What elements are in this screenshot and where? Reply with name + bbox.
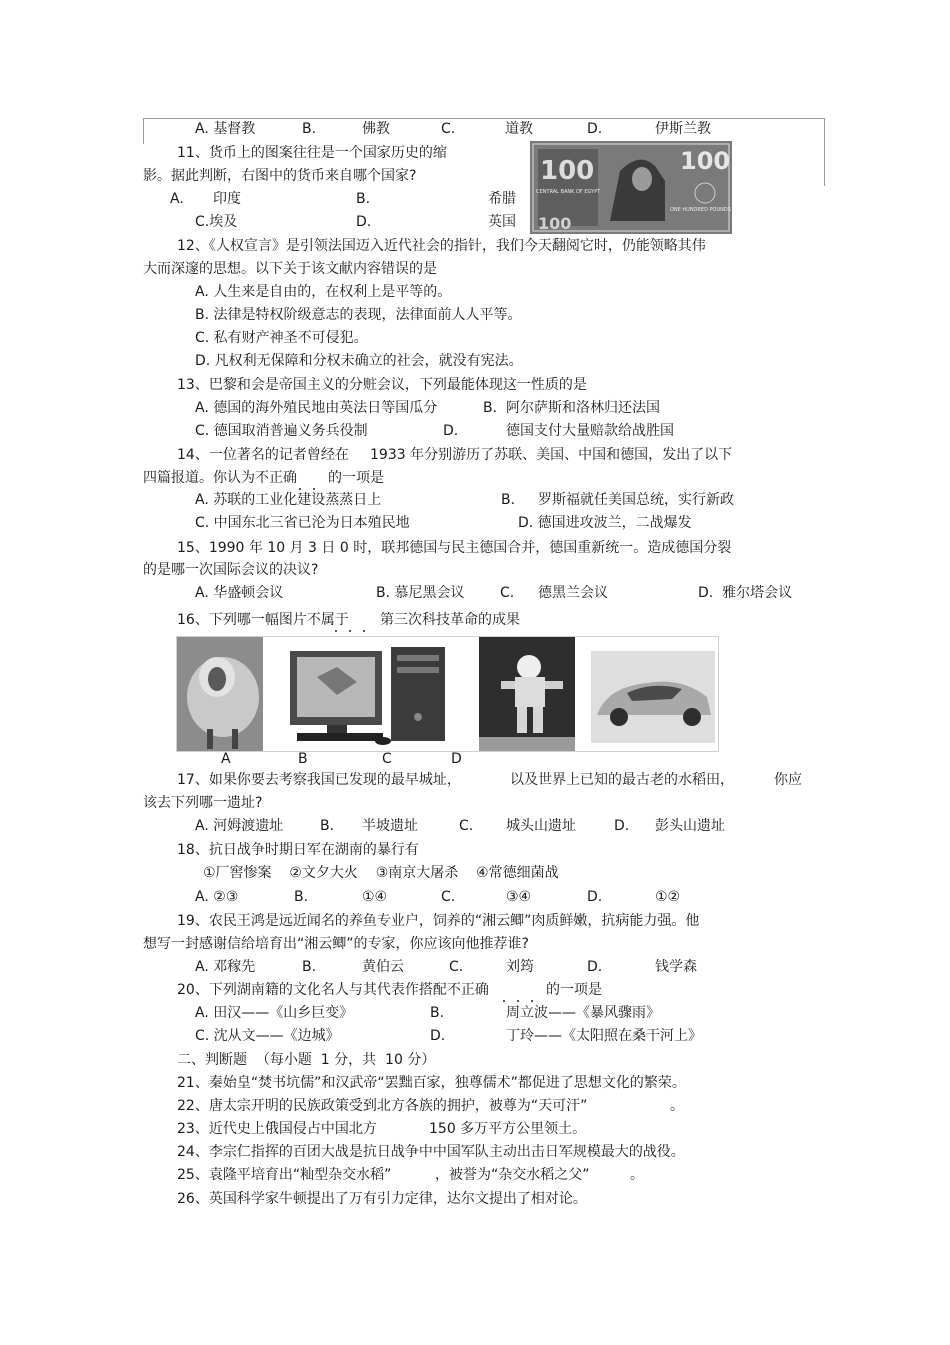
q11-stem-line1: 11、货币上的图案往往是一个国家历史的缩 [177,145,447,161]
q16-stem-b: 第三次科技革命的成果 [380,612,520,628]
banknote-image [530,141,732,234]
q23-statement-a: 23、近代史上俄国侵占中国北方 [177,1121,377,1137]
q12-stem-line2: 大而深邃的思想。以下关于该文献内容错误的是 [143,261,437,277]
q13-option-a: A. 德国的海外殖民地由英法日等国瓜分 [195,400,438,416]
q22-period: 。 [670,1098,684,1114]
q17-stem-line2: 该去下列哪一遗址? [143,795,263,811]
q19-option-d-text: 钱学森 [655,959,697,975]
q16-image-strip [176,636,719,752]
q14-option-a: A. 苏联的工业化建设蒸蒸日上 [195,492,382,508]
q17-option-b-text: 半坡遗址 [362,818,418,834]
q10-option-d: D. [587,121,603,137]
q12-option-a: A. 人生来是自由的，在权利上是平等的。 [195,284,452,300]
q16-label-b: B [298,751,308,767]
svg-text:100: 100 [538,214,572,233]
q17-option-d-text: 彭头山遗址 [655,818,725,834]
q25-period: 。 [630,1167,644,1183]
q19-option-a: A. 邓稼先 [195,959,256,975]
q15-option-c: C. [500,585,515,601]
q20-option-d-text: 丁玲——《太阳照在桑干河上》 [506,1028,702,1044]
q16-label-d: D [451,751,462,767]
q18-option-c-text: ③④ [506,889,532,905]
q11-option-a: A. [170,191,184,207]
emphasis-dot [363,630,365,632]
emphasis-dot [531,1000,533,1002]
q17-option-d: D. [614,818,630,834]
q20-stem-a: 20、下列湖南籍的文化名人与其代表作搭配不正确 [177,982,489,998]
q18-option-b: B. [294,889,309,905]
sports-car-image [591,651,715,743]
q11-option-b-text: 希腊 [488,191,516,207]
emphasis-dot [299,488,301,490]
q18-option-d: D. [587,889,603,905]
q12-stem-line1: 12、《人权宣言》是引领法国迈入近代社会的指针，我们今天翻阅它时，仍能领略其伟 [177,238,706,254]
q10-option-d-text: 伊斯兰教 [655,121,711,137]
q15-option-d: D. 雅尔塔会议 [698,585,793,601]
q12-option-b: B. 法律是特权阶级意志的表现，法律面前人人平等。 [195,307,522,323]
q20-option-c: C. 沈从文——《边城》 [195,1028,340,1044]
q14-stem-line2a: 四篇报道。你认为不正确 [143,470,297,486]
q15-option-a: A. 华盛顿会议 [195,585,284,601]
svg-text:100: 100 [540,156,595,186]
q19-option-b: B. [302,959,317,975]
q12-option-c: C. 私有财产神圣不可侵犯。 [195,330,368,346]
q11-stem-line2: 影。据此判断，右图中的货币来自哪个国家? [143,168,417,184]
section2-title: 二、判断题 （每小题 1 分，共 10 分） [177,1052,436,1068]
sheep-image [177,637,263,751]
q10-option-b: B. [302,121,317,137]
border-line-top [143,118,825,119]
q17-stem-line1a: 17、如果你要去考察我国已发现的最早城址， [177,772,461,788]
q19-option-d: D. [587,959,603,975]
q20-option-a: A. 田汉——《山乡巨变》 [195,1005,354,1021]
q13-option-b: B. 阿尔萨斯和洛林归还法国 [483,400,660,416]
q15-option-b: B. 慕尼黑会议 [376,585,465,601]
q16-label-c: C [382,751,392,767]
q17-option-c-text: 城头山遗址 [506,818,576,834]
q17-option-c: C. [459,818,474,834]
q20-option-b-text: 周立波——《暴风骤雨》 [506,1005,660,1021]
q10-option-a: A. 基督教 [195,121,256,137]
emphasis-dot [349,630,351,632]
q11-option-a-text: 印度 [213,191,241,207]
q17-stem-line1c: 你应 [774,772,802,788]
q12-option-d: D. 凡权利无保障和分权未确立的社会，就没有宪法。 [195,353,523,369]
q17-option-b: B. [320,818,335,834]
q16-images [177,637,718,751]
q14-option-b-text: 罗斯福就任美国总统，实行新政 [538,492,734,508]
q20-option-d: D. [430,1028,446,1044]
banknote-illustration [530,141,732,234]
emphasis-dot [313,488,315,490]
q11-option-d-text: 英国 [488,214,516,230]
svg-text:100: 100 [680,147,731,175]
q16-label-a: A [221,751,231,767]
q20-stem-b: 的一项是 [546,982,602,998]
q13-option-d-text: 德国支付大量赔款给战胜国 [506,423,674,439]
q17-stem-line1b: 以及世界上已知的最古老的水稻田， [510,772,734,788]
q18-option-c: C. [441,889,456,905]
q19-option-c: C. [449,959,464,975]
q13-stem: 13、巴黎和会是帝国主义的分赃会议，下列最能体现这一性质的是 [177,377,587,393]
q17-option-a: A. 河姆渡遗址 [195,818,284,834]
q10-option-b-text: 佛教 [362,121,390,137]
emphasis-dot [517,1000,519,1002]
q14-option-c: C. 中国东北三省已沦为日本殖民地 [195,515,410,531]
q14-stem-line2b: 的一项是 [328,470,384,486]
q14-option-b: B. [501,492,516,508]
q19-option-c-text: 刘筠 [506,959,534,975]
q25-statement-a: 25、袁隆平培育出“籼型杂交水稻” [177,1167,392,1183]
q18-option-a: A. ②③ [195,889,239,905]
q10-option-c: C. [441,121,456,137]
q18-option-b-text: ①④ [362,889,388,905]
q11-option-d: D. [356,214,372,230]
q25-statement-b: ，被誉为“杂交水稻之父” [435,1167,590,1183]
q14-stem-line1a: 14、一位著名的记者曾经在 [177,447,349,463]
q23-statement-b: 150 多万平方公里领土。 [429,1121,587,1137]
border-line-right [824,118,825,186]
border-line-left [143,118,144,144]
q19-stem-line1: 19、农民王鸿是远近闻名的养鱼专业户，饲养的“湘云鲫”肉质鲜嫩，抗病能力强。他 [177,913,700,929]
q13-option-c: C. 德国取消普遍义务兵役制 [195,423,368,439]
q11-option-c: C.埃及 [195,214,238,230]
q10-option-c-text: 道教 [505,121,533,137]
q24-statement: 24、李宗仁指挥的百团大战是抗日战争中中国军队主动出击日军规模最大的战役。 [177,1144,685,1160]
q15-stem-line1: 15、1990 年 10 月 3 日 0 时，联邦德国与民主德国合并，德国重新统一。造成德国分裂 [177,540,732,556]
emphasis-dot [503,1000,505,1002]
q26-statement: 26、英国科学家牛顿提出了万有引力定律，达尔文提出了相对论。 [177,1191,587,1207]
q14-option-d: D. 德国进攻波兰，二战爆发 [518,515,692,531]
emphasis-dot [335,630,337,632]
svg-text:ONE HUNDRED POUNDS: ONE HUNDRED POUNDS [670,207,731,213]
q18-stem: 18、抗日战争时期日军在湖南的暴行有 [177,842,419,858]
astronaut-image [479,637,575,751]
svg-text:CENTRAL BANK OF EGYPT: CENTRAL BANK OF EGYPT [536,189,601,195]
q15-option-c-text: 德黑兰会议 [538,585,608,601]
q22-statement: 22、唐太宗开明的民族政策受到北方各族的拥护，被尊为“天可汗” [177,1098,588,1114]
q18-items: ①厂窖惨案 ②文夕大火 ③南京大屠杀 ④常德细菌战 [203,865,559,881]
q19-stem-line2: 想写一封感谢信给培育出“湘云鲫”的专家，你应该向他推荐谁? [143,936,529,952]
q13-option-d: D. [443,423,459,439]
q21-statement: 21、秦始皇“焚书坑儒”和汉武帝“罢黜百家，独尊儒术”都促进了思想文化的繁荣。 [177,1075,686,1091]
q20-option-b: B. [430,1005,445,1021]
q15-stem-line2: 的是哪一次国际会议的决议? [143,562,319,578]
q14-stem-line1b: 1933 年分别游历了苏联、美国、中国和德国，发出了以下 [370,447,733,463]
q19-option-b-text: 黄伯云 [362,959,404,975]
q11-option-b: B. [356,191,371,207]
q18-option-d-text: ①② [655,889,681,905]
q16-stem-a: 16、下列哪一幅图片不属于 [177,612,349,628]
computer-image [290,647,445,745]
